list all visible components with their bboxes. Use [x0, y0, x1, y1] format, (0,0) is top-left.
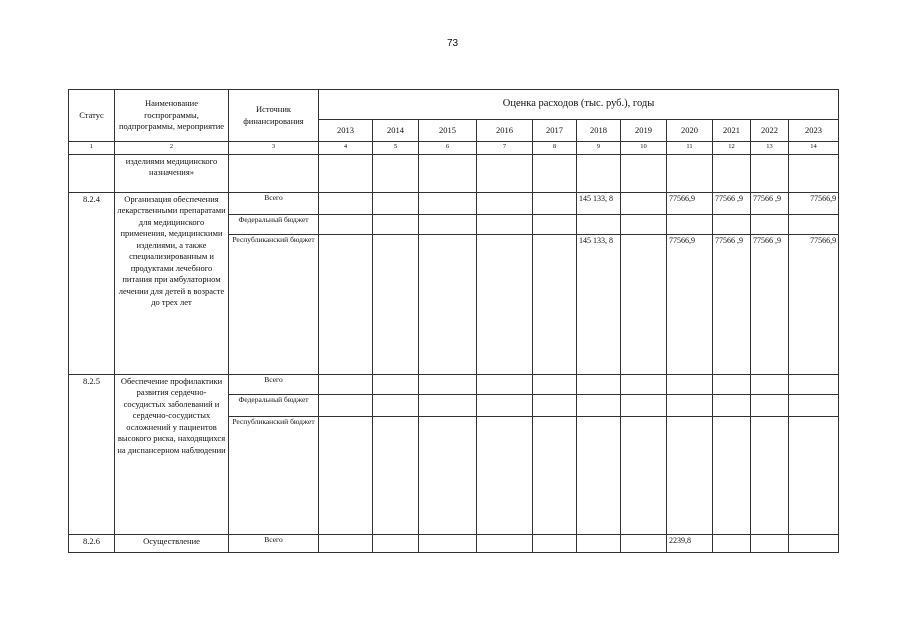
year-2022: 2022 [751, 120, 789, 142]
row-status: 8.2.5 [69, 375, 115, 535]
cell-2018: 145 133, 8 [577, 193, 621, 215]
continuation-row [69, 155, 839, 193]
year-2015: 2015 [419, 120, 477, 142]
cell-2020: 77566,9 [667, 193, 713, 215]
col-number: 7 [477, 142, 533, 155]
cell-2018: 145 133, 8 [577, 235, 621, 375]
source-label: Всего [229, 535, 319, 553]
col-number: 6 [419, 142, 477, 155]
year-2020: 2020 [667, 120, 713, 142]
col-number: 2 [115, 142, 229, 155]
table-row [69, 535, 839, 553]
col-number: 12 [713, 142, 751, 155]
row-status: 8.2.4 [69, 193, 115, 375]
year-2017: 2017 [533, 120, 577, 142]
page-number: 73 [446, 38, 459, 49]
year-2019: 2019 [621, 120, 667, 142]
cell-2022: 77566 ,9 [751, 235, 789, 375]
header-row-top [69, 90, 839, 120]
year-2021: 2021 [713, 120, 751, 142]
col-number: 10 [621, 142, 667, 155]
year-2023: 2023 [789, 120, 839, 142]
cell-2023: 77566,9 [789, 193, 839, 215]
year-2014: 2014 [373, 120, 419, 142]
row-name: Обеспечение профилактики развития сердечно-сосудистых заболеваний и сердечно-сосудистых осложнений у пациентов высокого риска, находящихся на диспансерном наблюдении [115, 375, 229, 535]
col-number: 5 [373, 142, 419, 155]
cell-2023: 77566,9 [789, 235, 839, 375]
cell-2021: 77566 ,9 [713, 235, 751, 375]
row-name: Осуществление [115, 535, 229, 553]
source-label: Всего [229, 193, 319, 215]
col-number: 14 [789, 142, 839, 155]
col-number: 9 [577, 142, 621, 155]
col-number: 8 [533, 142, 577, 155]
row-status: 8.2.6 [69, 535, 115, 553]
col-number: 13 [751, 142, 789, 155]
cell-2021: 77566 ,9 [713, 193, 751, 215]
table-row [69, 375, 839, 395]
header-estimate: Оценка расходов (тыс. руб.), годы [319, 90, 839, 120]
continuation-text: изделиями медицинского назначения» [115, 155, 229, 193]
row-name: Организация обеспечения лекарственными препаратами для медицинского применения, медицинскими изделиями, а также специализированным и продуктами лечебного питания при амбулаторном лечении для детей в возрасте до трех лет [115, 193, 229, 375]
year-2016: 2016 [477, 120, 533, 142]
table-row [69, 193, 839, 215]
col-number: 11 [667, 142, 713, 155]
source-label: Федеральный бюджет [229, 395, 319, 417]
cell-2020: 77566,9 [667, 235, 713, 375]
year-2013: 2013 [319, 120, 373, 142]
budget-table [68, 89, 839, 553]
header-source: Источник финансирования [229, 90, 319, 142]
header-name: Наименование госпрограммы, подпрограммы, мероприятие [115, 90, 229, 142]
cell-2020: 2239,8 [667, 535, 713, 553]
source-label: Федеральный бюджет [229, 215, 319, 235]
cell-2022: 77566 ,9 [751, 193, 789, 215]
source-label: Всего [229, 375, 319, 395]
column-number-row [69, 142, 839, 155]
header-status: Статус [69, 90, 115, 142]
col-number: 1 [69, 142, 115, 155]
col-number: 4 [319, 142, 373, 155]
source-label: Республиканский бюджет [229, 417, 319, 535]
col-number: 3 [229, 142, 319, 155]
source-label: Республиканский бюджет [229, 235, 319, 375]
year-2018: 2018 [577, 120, 621, 142]
